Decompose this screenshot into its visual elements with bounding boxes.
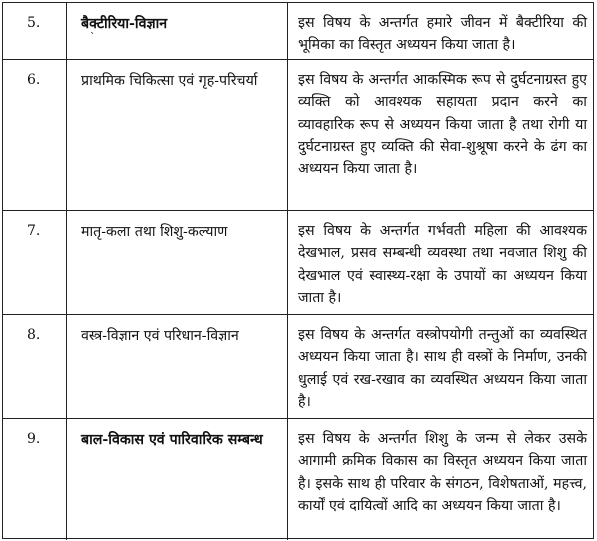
row-number: 5. [27, 15, 41, 31]
row-number: 6. [27, 72, 41, 88]
subjects-table [2, 2, 594, 539]
table-row [3, 211, 593, 315]
row-description: इस विषय के अन्तर्गत शिशु के जन्म से लेकर उसके आगामी क्रमिक विकास का विस्तृत अध्ययन किया जाता है। इसके साथ ही परिवार के संगठन, विशेषताओं, महत्त्व, कार्यों एवं दायित्वों आदि का अध्ययन किया जाता है। [298, 431, 587, 514]
row-number: 9. [27, 431, 41, 447]
row-description: इस विषय के अन्तर्गत वस्त्रोपयोगी तन्तुओं का व्यवस्थित अध्ययन किया जाता है। साथ ही वस्त्रों के निर्माण, उनकी धुलाई एवं रख-रखाव का व्यवस्थित अध्ययन किया जाता है। [298, 327, 587, 410]
stray-mark: ` [90, 31, 96, 44]
table-row [3, 315, 593, 419]
row-number: 7. [27, 223, 41, 239]
row-description: इस विषय के अन्तर्गत गर्भवती महिला की आवश्यक देखभाल, प्रसव सम्बन्धी व्यवस्था तथा नवजात शिशु की देखभाल एवं स्वास्थ्य-रक्षा के उपायों का अध्ययन किया जाता है। [298, 223, 587, 306]
row-topic: बाल-विकास एवं पारिवारिक सम्बन्ध [81, 432, 263, 448]
table-row [3, 419, 593, 540]
table-row [3, 3, 593, 60]
row-description: इस विषय के अन्तर्गत आकस्मिक रूप से दुर्घटनाग्रस्त हुए व्यक्ति को आवश्यक सहायता प्रदान करने का व्यावहारिक रूप से अध्ययन किया जाता है तथा रोगी या दुर्घटनाग्रस्त हुए व्यक्ति की सेवा-शुश्रूषा करने के ढंग का अध्ययन किया जाता है। [298, 72, 587, 178]
row-number: 8. [27, 327, 41, 343]
row-topic: वस्त्र-विज्ञान एवं परिधान-विज्ञान [81, 328, 239, 344]
row-topic: प्राथमिक चिकित्सा एवं गृह-परिचर्या [81, 73, 258, 89]
row-topic: मातृ-कला तथा शिशु-कल्याण [81, 224, 228, 240]
row-description: इस विषय के अन्तर्गत हमारे जीवन में बैक्टीरिया की भूमिका का विस्तृत अध्ययन किया जाता है। [298, 15, 587, 54]
table-row [3, 60, 593, 211]
row-topic: बैक्टीरिया-विज्ञान [81, 16, 168, 32]
